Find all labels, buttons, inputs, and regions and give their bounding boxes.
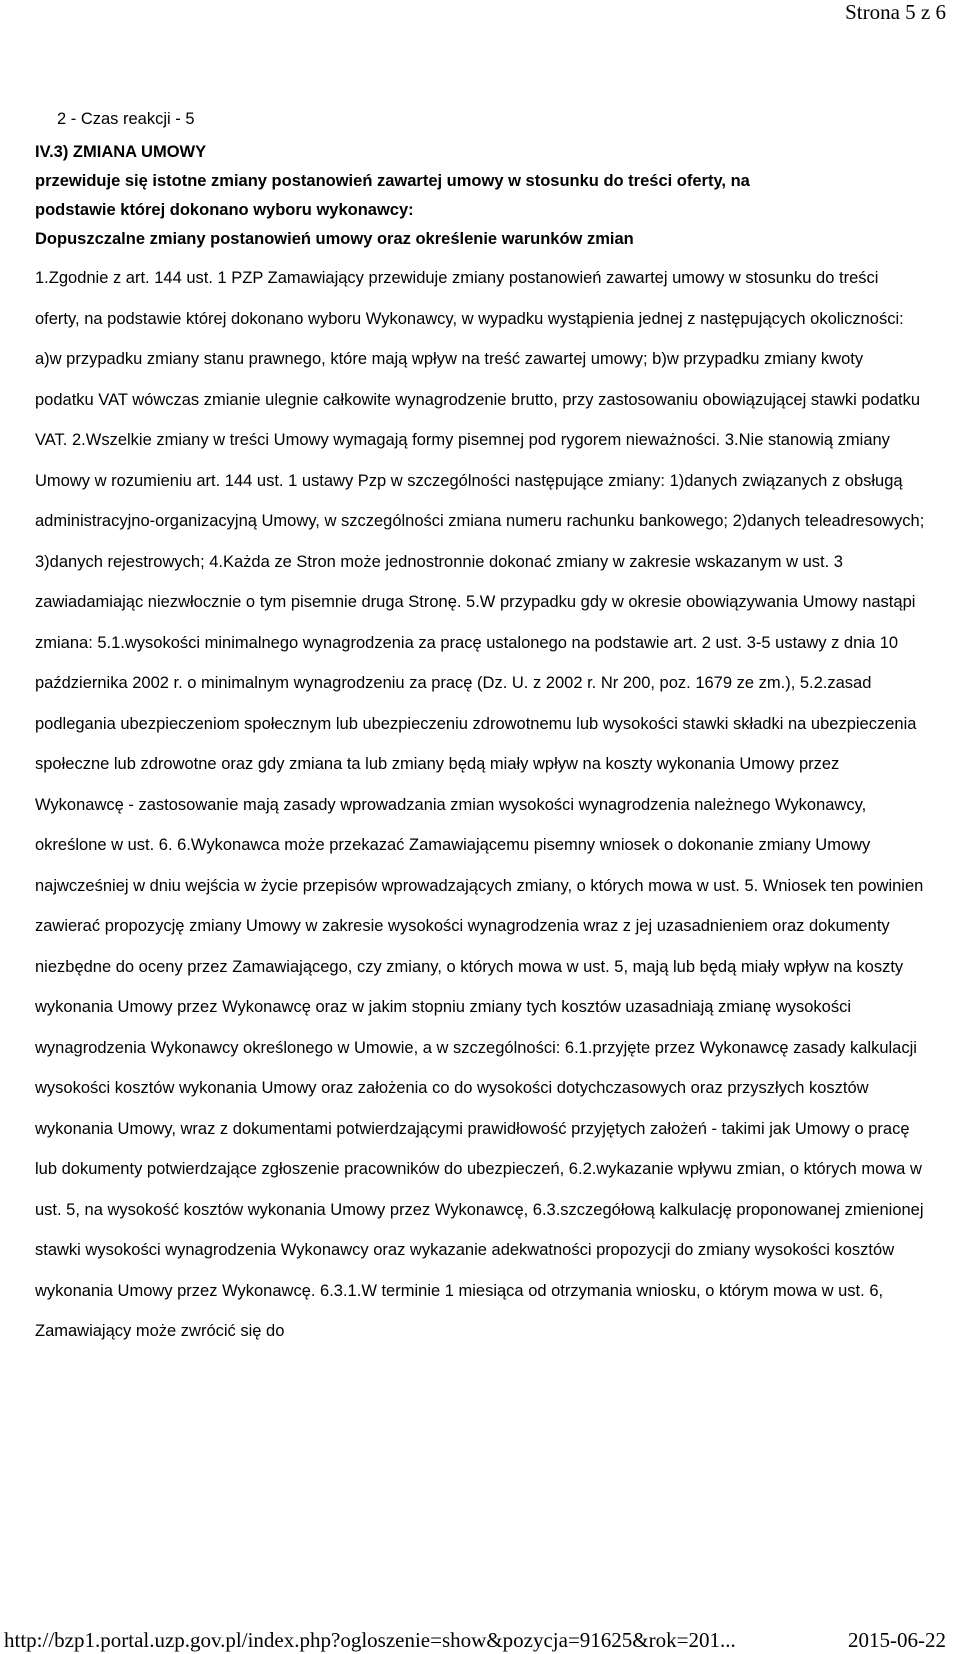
footer-date: 2015-06-22 [848, 1628, 946, 1652]
intro-line-2: podstawie której dokonano wyboru wykonawcy: [35, 201, 414, 219]
intro-line-1: przewiduje się istotne zmiany postanowień zawartej umowy w stosunku do treści oferty, na [35, 172, 750, 190]
section-heading: IV.3) ZMIANA UMOWY [35, 143, 207, 161]
allowed-changes-heading: Dopuszczalne zmiany postanowień umowy oraz określenie warunków zmian [35, 230, 634, 248]
footer-url: http://bzp1.portal.uzp.gov.pl/index.php?ogloszenie=show&pozycja=91625&rok=201... [4, 1628, 736, 1652]
body-paragraph: 1.Zgodnie z art. 144 ust. 1 PZP Zamawiający przewiduje zmiany postanowień zawartej umowy w stosunku do treści oferty, na podstawie której dokonano wyboru Wykonawcy, w wypadku wystąpienia jednej z następujących okoliczności: a)w przypadku zmiany stanu prawnego, które mają wpływ na treść zawartej umowy; b)w przypadku zmiany kwoty podatku VAT wówczas zmianie ulegnie całkowite wynagrodzenie brutto, przy zastosowaniu obowiązującej stawki podatku VAT. 2.Wszelkie zmiany w treści Umowy wymagają formy pisemnej pod rygorem nieważności. 3.Nie stanowią zmiany Umowy w rozumieniu art. 144 ust. 1 ustawy Pzp w szczególności następujące zmiany: 1)danych związanych z obsługą administracyjno-organizacyjną Umowy, w szczególności zmiana numeru rachunku bankowego; 2)danych teleadresowych; 3)danych rejestrowych; 4.Każda ze Stron może jednostronnie dokonać zmiany w zakresie wskazanym w ust. 3 zawiadamiając niezwłocznie o tym pisemnie druga Stronę. 5.W przypadku gdy w okresie obowiązywania Umowy nastąpi zmiana: 5.1.wysokości minimalnego wynagrodzenia za pracę ustalonego na podstawie art. 2 ust. 3-5 ustawy z dnia 10 października 2002 r. o minimalnym wynagrodzeniu za pracę (Dz. U. z 2002 r. Nr 200, poz. 1679 ze zm.), 5.2.zasad podlegania ubezpieczeniom społecznym lub ubezpieczeniu zdrowotnemu lub wysokości stawki składki na ubezpieczenia społeczne lub zdrowotne oraz gdy zmiana ta lub zmiany będą miały wpływ na koszty wykonania Umowy przez Wykonawcę - zastosowanie mają zasady wprowadzania zmian wysokości wynagrodzenia należnego Wykonawcy, określone w ust. 6. 6.Wykonawca może przekazać Zamawiającemu pisemny wniosek o dokonanie zmiany Umowy najwcześniej w dniu wejścia w życie przepisów wprowadzających zmiany, o których mowa w ust. 5. Wniosek ten powinien zawierać propozycję zmiany Umowy w zakresie wysokości wynagrodzenia wraz z jej uzasadnieniem oraz dokumenty niezbędne do oceny przez Zamawiającego, czy zmiany, o których mowa w ust. 5, mają lub będą miały wpływ na koszty wykonania Umowy przez Wykonawcę oraz w jakim stopniu zmiany tych kosztów uzasadniają zmianę wysokości wynagrodzenia Wykonawcy określonego w Umowie, a w szczególności: 6.1.przyjęte przez Wykonawcę zasady kalkulacji wysokości kosztów wykonania Umowy oraz założenia co do wysokości dotychczasowych oraz przyszłych kosztów wykonania Umowy, wraz z dokumentami potwierdzającymi prawidłowość przyjętych założeń - takimi jak Umowy o pracę lub dokumenty potwierdzające zgłoszenie pracowników do ubezpieczeń, 6.2.wykazanie wpływu zmian, o których mowa w ust. 5, na wysokość kosztów wykonania Umowy przez Wykonawcę, 6.3.szczegółową kalkulację proponowanej zmienionej stawki wysokości wynagrodzenia Wykonawcy oraz wykazanie adekwatności propozycji do zmiany wysokości kosztów wykonania Umowy przez Wykonawcę. 6.3.1.W terminie 1 miesiąca od otrzymania wniosku, o którym mowa w ust. 6, Zamawiający może zwrócić się do [35, 269, 925, 1340]
page-number: Strona 5 z 6 [845, 0, 946, 24]
document-content [35, 106, 925, 1352]
reaction-time-line: 2 - Czas reakcji - 5 [57, 110, 195, 128]
